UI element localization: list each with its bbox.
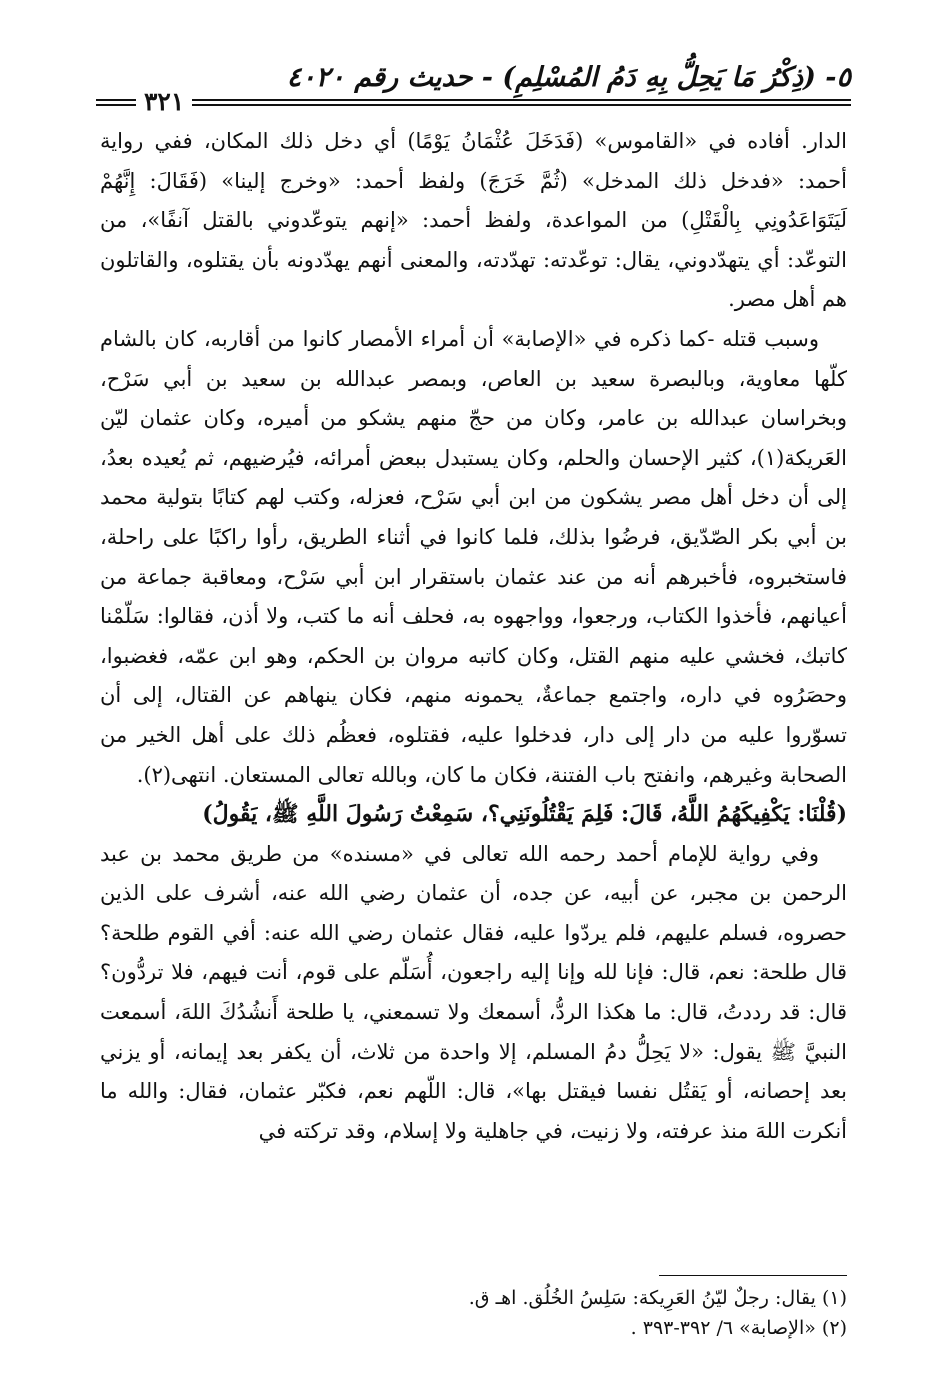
main-text bbox=[100, 122, 847, 1151]
page-header bbox=[96, 62, 851, 116]
header-rule bbox=[96, 99, 851, 101]
header-rule bbox=[96, 104, 851, 106]
footnote: (١) يقال: رجلٌ ليّنُ العَرِيكة: سَلِسُ الخُلُق. اهـ ق. bbox=[468, 1287, 847, 1309]
footnote-separator bbox=[659, 1275, 847, 1276]
paragraph: وسبب قتله -كما ذكره في «الإصابة» أن أمراء الأمصار كانوا من أقاربه، كان بالشام كلّها معاوية، وبالبصرة سعيد بن العاص، وبمصر عبدالله بن سعيد بن أبي سَرْح، وبخراسان عبدالله بن عامر، وكان من حجّ منهم يشكو من أميره، وكان عثمان ليّن العَريكة(١)، كثير الإحسان والحلم، وكان يستبدل ببعض أمرائه، فيُرضيهم، ثم يُعيده بعدُ، إلى أن دخل أهل مصر يشكون من ابن أبي سَرْح، فعزله، وكتب لهم كتابًا بتولية محمد بن أبي بكر الصّدّيق، فرضُوا بذلك، فلما كانوا في أثناء الطريق، رأوا راكبًا على راحلة، فاستخبروه، فأخبرهم أنه من عند عثمان باستقرار ابن أبي سَرْح، ومعاقبة جماعة من أعيانهم، فأخذوا الكتاب، ورجعوا، وواجهوه به، فحلف أنه ما كتب، ولا أذن، فقالوا: سَلّمْنا كاتبك، فخشي عليه منهم القتل، وكان كاتبه مروان بن الحكم، وهو ابن عمّه، فغضبوا، وحصَرُوه في داره، واجتمع جماعةٌ، يحمونه منهم، فكان ينهاهم عن القتال، إلى أن تسوّروا عليه من دار إلى دار، فدخلوا عليه، فقتلوه، فعظُم ذلك على أهل الخير من الصحابة وغيرهم، وانفتح باب الفتنة، فكان ما كان، وبالله تعالى المستعان. انتهى(٢). bbox=[100, 326, 847, 787]
paragraph: الدار. أفاده في «القاموس» (فَدَخَلَ عُثْمَانُ يَوْمًا) أي دخل ذلك المكان، ففي رواية أحمد: «فدخل ذلك المدخل» (ثُمَّ خَرَجَ) ولفظ أحمد: «وخرج إلينا» (فَقَالَ: إِنَّهُمْ لَيَتَوَاعَدُونِي بِالْقَتْلِ) من المواعدة، ولفظ أحمد: «إنهم يتوعّدوني بالقتل آنفًا»، من التوعّد: أي يتهدّدوني، يقال: توعّدته: تهدّدته، والمعنى أنهم يهدّدونه بأن يقتلوه، والقاتلون هم أهل مصر. bbox=[100, 129, 847, 312]
hadith-text: (قُلْنَا: يَكْفِيكَهُمُ اللَّهُ، قَالَ: فَلِمَ يَقْتُلُونَنِي؟، سَمِعْتُ رَسُولَ اللَّهِ ﷺ، يَقُولُ) bbox=[202, 801, 847, 828]
paragraph: وفي رواية للإمام أحمد رحمه الله تعالى في «مسنده» من طريق محمد بن عبد الرحمن بن مجبر، عن أبيه، عن جده، أن عثمان رضي الله عنه، أشرف على الذين حصروه، فسلم عليهم، فلم يردّوا عليه، فقال عثمان رضي الله عنه: أفي القوم طلحة؟ قال طلحة: نعم، قال: فإنا لله وإنا إليه راجعون، أُسَلّم على قوم، أنت فيهم، فلا تردُّون؟ قال: قد رددتُ، قال: ما هكذا الردُّ، أسمعك ولا تسمعني، يا طلحة أَنشُدُكَ اللهَ، أسمعت النبيَّ ﷺ يقول: «لا يَحِلُّ دمُ المسلم، إلا واحدة من ثلاث، أن يكفر بعد إيمانه، أو يزني بعد إحصانه، أو يَقتُل نفسا فيقتل بها»، قال: اللّهم نعم، فكبّر عثمان، فقال: والله ما أنكرت اللهَ منذ عرفته، ولا زنيت، في جاهلية ولا إسلام، وقد تركته في bbox=[100, 841, 847, 1143]
page-number: ٣٢١ bbox=[136, 89, 192, 114]
running-title: ٥- (ذِكْرُ مَا يَحِلُّ بِهِ دَمُ المُسْلِمِ) - حديث رقم ٤٠٢٠ bbox=[286, 62, 851, 93]
footnote: (٢) «الإصابة» ٦/ ٣٩٢-٣٩٣ . bbox=[630, 1317, 847, 1339]
footnotes bbox=[100, 1283, 847, 1343]
